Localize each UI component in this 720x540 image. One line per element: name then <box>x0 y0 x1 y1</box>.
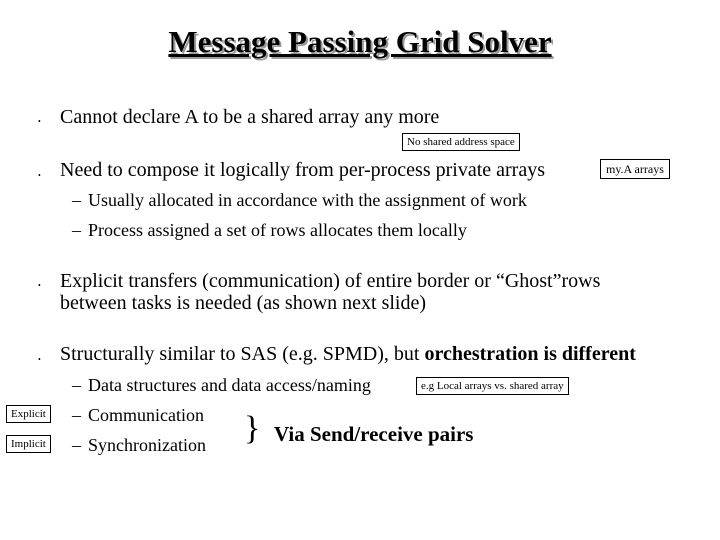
bullet-marker: • <box>38 171 41 180</box>
local-arrays-callout: e.g Local arrays vs. shared array <box>416 377 569 395</box>
bullet-4-emphasis: orchestration is different <box>424 343 636 365</box>
bullet-1-text: Cannot declare A to be a shared array any more <box>60 106 440 128</box>
bullet-2-text: Need to compose it logically from per-process private arrays <box>60 159 545 181</box>
grouping-brace: } <box>244 410 261 447</box>
slide-title: Message Passing Grid Solver <box>168 24 552 59</box>
via-send-receive-label: Via Send/receive pairs <box>274 422 474 446</box>
dash-marker: – <box>72 435 81 455</box>
bullet-marker: • <box>38 281 41 290</box>
subbullet-3-text: Data structures and data access/naming <box>88 375 371 395</box>
implicit-label: Implicit <box>6 435 51 453</box>
subbullet-5-text: Synchronization <box>88 435 206 455</box>
dash-marker: – <box>72 405 81 425</box>
bullet-marker: • <box>38 355 41 364</box>
subbullet-2-text: Process assigned a set of rows allocates them locally <box>88 220 467 240</box>
explicit-label: Explicit <box>6 405 51 423</box>
dash-marker: – <box>72 375 81 395</box>
dash-marker: – <box>72 190 81 210</box>
bullet-4-text <box>60 343 636 365</box>
bullet-3-text-line-2: between tasks is needed (as shown next slide) <box>60 292 427 314</box>
mya-arrays-callout: my.A arrays <box>600 159 670 179</box>
no-shared-address-callout: No shared address space <box>402 133 520 151</box>
bullet-marker: • <box>38 117 41 126</box>
subbullet-1-text: Usually allocated in accordance with the assignment of work <box>88 190 527 210</box>
bullet-4-plain: Structurally similar to SAS (e.g. SPMD), but <box>60 343 425 365</box>
dash-marker: – <box>72 220 81 240</box>
subbullet-4-text: Communication <box>88 405 204 425</box>
bullet-3-text-line-1: Explicit transfers (communication) of entire border or “Ghost”rows <box>60 270 601 292</box>
